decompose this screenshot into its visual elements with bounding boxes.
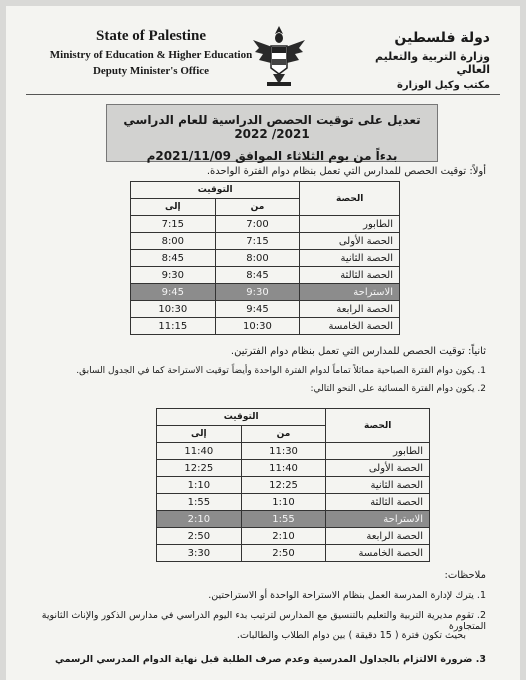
time-from-cell: 7:00	[215, 216, 300, 233]
period-name-cell: الحصة الثالثة	[300, 267, 400, 284]
table-row	[157, 494, 430, 511]
table2-period-header: الحصة	[326, 409, 430, 443]
table2-timing-header: التوقيت	[157, 409, 326, 426]
period-name-cell: الحصة الأولى	[326, 460, 430, 477]
time-from-cell: 2:10	[241, 528, 326, 545]
period-name-cell: الطابور	[300, 216, 400, 233]
table-row	[157, 443, 430, 460]
document-page	[6, 6, 520, 680]
note-1: 1. يترك لإدارة المدرسة العمل بنظام الاستراحة الواحدة أو الاستراحتين.	[208, 590, 486, 601]
header-arabic	[340, 30, 490, 91]
note-3: 3. ضرورة الالتزام بالجداول المدرسية وعدم صرف الطلبة قبل نهاية الدوام المدرسي الرسمي	[55, 654, 486, 665]
time-from-cell: 8:00	[215, 250, 300, 267]
header-en-state: State of Palestine	[96, 28, 206, 44]
period-name-cell: الاستراحة	[300, 284, 400, 301]
header-en-office: Deputy Minister's Office	[92, 65, 210, 77]
time-from-cell: 1:10	[241, 494, 326, 511]
timetable-single-shift	[130, 181, 400, 335]
table1-to-header: إلى	[131, 199, 216, 216]
time-from-cell: 11:30	[241, 443, 326, 460]
time-from-cell: 9:30	[215, 284, 300, 301]
period-name-cell: الحصة الثانية	[300, 250, 400, 267]
section2-heading: ثانياً: توقيت الحصص للمدارس التي تعمل بنظام دوام الفترتين.	[230, 346, 486, 357]
time-from-cell: 9:45	[215, 301, 300, 318]
table2-to-header: إلى	[157, 426, 242, 443]
table-row	[157, 511, 430, 528]
section2-item-1: 1. يكون دوام الفترة الصباحية مماثلاً تماماً لدوام الفترة الواحدة وأيضاً توقيت الاستراحة كما في الجدول السابق.	[76, 366, 486, 376]
time-to-cell: 3:30	[157, 545, 242, 562]
time-to-cell: 9:30	[131, 267, 216, 284]
table1-period-header: الحصة	[300, 182, 400, 216]
table-row	[131, 267, 400, 284]
period-name-cell: الاستراحة	[326, 511, 430, 528]
header-ar-state: دولة فلسطين	[394, 30, 490, 46]
table-row	[157, 477, 430, 494]
table-row	[131, 318, 400, 335]
document-title-box	[106, 104, 438, 162]
table-row	[157, 545, 430, 562]
time-from-cell: 7:15	[215, 233, 300, 250]
time-to-cell: 1:55	[157, 494, 242, 511]
section1-heading: أولاً: توقيت الحصص للمدارس التي تعمل بنظام دوام الفترة الواحدة.	[206, 166, 486, 177]
timetable-evening-shift	[156, 408, 430, 562]
table-row	[131, 250, 400, 267]
header-ar-ministry: وزارة التربية والتعليم العالي	[375, 50, 490, 76]
period-name-cell: الحصة الخامسة	[326, 545, 430, 562]
period-name-cell: الحصة الثانية	[326, 477, 430, 494]
time-to-cell: 11:40	[157, 443, 242, 460]
table-row	[131, 284, 400, 301]
period-name-cell: الحصة الخامسة	[300, 318, 400, 335]
time-to-cell: 7:15	[131, 216, 216, 233]
time-to-cell: 2:50	[157, 528, 242, 545]
period-name-cell: الحصة الرابعة	[300, 301, 400, 318]
table1-from-header: من	[215, 199, 300, 216]
period-name-cell: الحصة الأولى	[300, 233, 400, 250]
table-row	[157, 460, 430, 477]
time-from-cell: 12:25	[241, 477, 326, 494]
document-subtitle: بدءاً من يوم الثلاثاء الموافق 2021/11/09م	[146, 149, 398, 163]
time-to-cell: 10:30	[131, 301, 216, 318]
time-to-cell: 11:15	[131, 318, 216, 335]
notes-title: ملاحظات:	[444, 570, 486, 581]
document-title: تعديل على توقيت الحصص الدراسية للعام الدراسي 2021/ 2022	[123, 113, 421, 141]
time-from-cell: 10:30	[215, 318, 300, 335]
time-to-cell: 9:45	[131, 284, 216, 301]
table-row	[157, 528, 430, 545]
period-name-cell: الحصة الرابعة	[326, 528, 430, 545]
palestine-eagle-emblem-icon	[249, 20, 309, 90]
table1-timing-header: التوقيت	[131, 182, 300, 199]
note-2-line-1: 2. تقوم مديرية التربية والتعليم بالتنسيق مع المدارس لترتيب بدء اليوم الدراسي في مدارس الذكور والإناث الثانوية المتجاورة	[41, 610, 486, 632]
time-to-cell: 1:10	[157, 477, 242, 494]
table-row	[131, 233, 400, 250]
table-row	[131, 216, 400, 233]
time-from-cell: 2:50	[241, 545, 326, 562]
time-to-cell: 8:45	[131, 250, 216, 267]
period-name-cell: الحصة الثالثة	[326, 494, 430, 511]
section2-item-2: 2. يكون دوام الفترة المسائية على النحو التالي:	[310, 384, 486, 394]
time-from-cell: 11:40	[241, 460, 326, 477]
period-name-cell: الطابور	[326, 443, 430, 460]
time-from-cell: 8:45	[215, 267, 300, 284]
time-from-cell: 1:55	[241, 511, 326, 528]
time-to-cell: 2:10	[157, 511, 242, 528]
table2-from-header: من	[241, 426, 326, 443]
header-english	[46, 28, 256, 77]
header-divider	[26, 94, 500, 95]
time-to-cell: 12:25	[157, 460, 242, 477]
time-to-cell: 8:00	[131, 233, 216, 250]
header-ar-office: مكتب وكيل الوزارة	[397, 80, 490, 91]
note-2-line-2: بحيث تكون فترة ( 15 دقيقة ) بين دوام الطلاب والطالبات.	[236, 630, 466, 641]
header-en-ministry: Ministry of Education & Higher Education	[49, 49, 253, 61]
table-row	[131, 301, 400, 318]
